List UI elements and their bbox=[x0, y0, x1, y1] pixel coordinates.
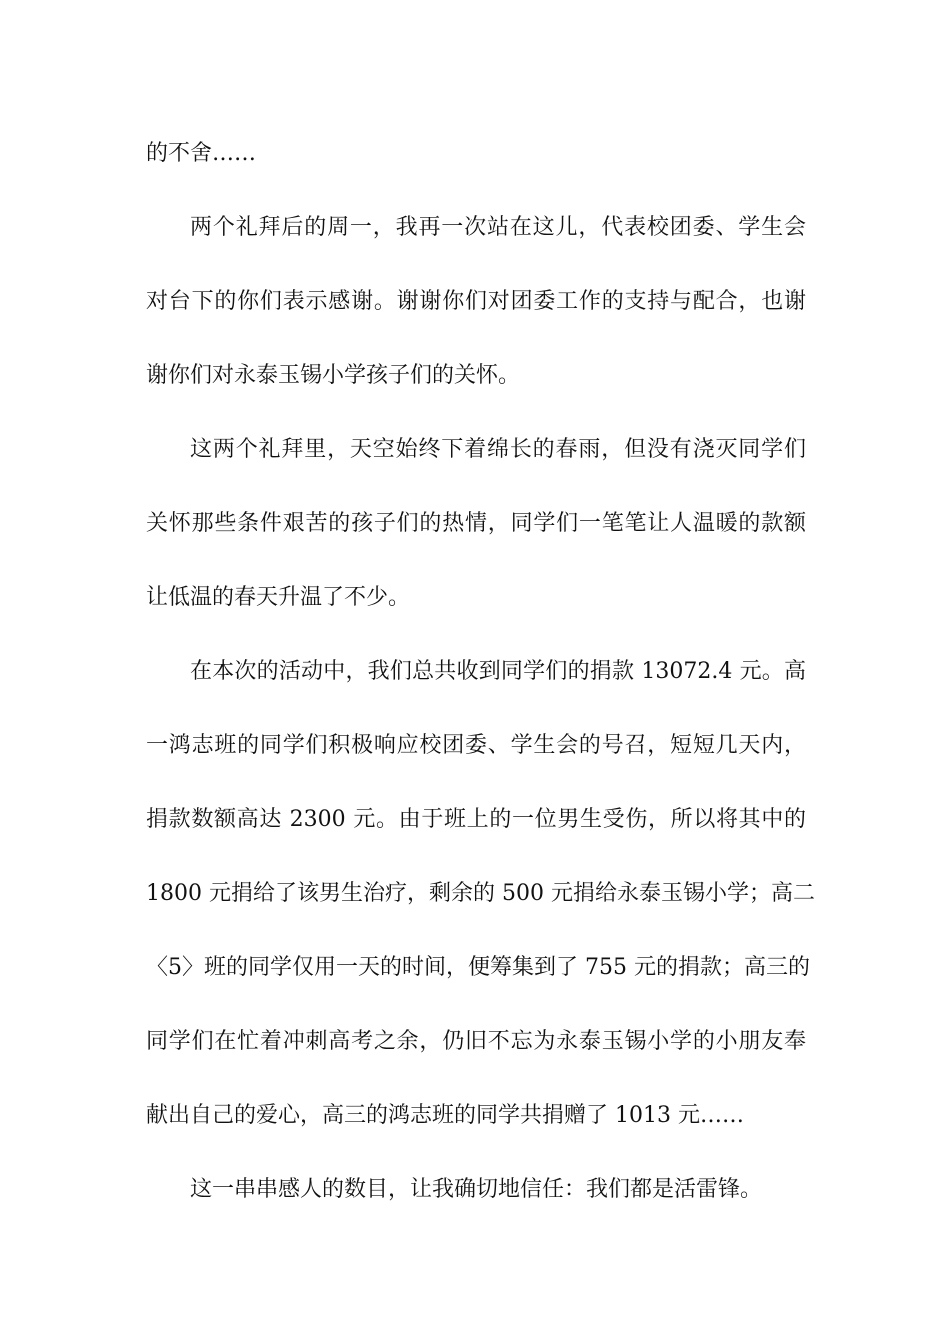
paragraph-conclusion bbox=[146, 1162, 806, 1218]
text-line: 关怀那些条件艰苦的孩子们的热情，同学们一笔笔让人温暖的款额 bbox=[146, 511, 806, 536]
text-line: 一鸿志班的同学们积极响应校团委、学生会的号召，短短几天内， bbox=[146, 733, 806, 758]
paragraph-continuation bbox=[146, 126, 806, 182]
text-line: 的不舍…… bbox=[146, 141, 257, 166]
text-line: 同学们在忙着冲刺高考之余，仍旧不忘为永泰玉锡小学的小朋友奉 bbox=[146, 1029, 806, 1054]
paragraph-thanks bbox=[146, 200, 806, 404]
text-line: 对台下的你们表示感谢。谢谢你们对团委工作的支持与配合，也谢 bbox=[146, 289, 806, 314]
paragraph-spring-rain bbox=[146, 422, 806, 626]
text-line: 谢你们对永泰玉锡小学孩子们的关怀。 bbox=[146, 363, 521, 388]
paragraph-donations bbox=[146, 644, 815, 1144]
text-line: 在本次的活动中，我们总共收到同学们的捐款 13072.4 元。高 bbox=[190, 659, 806, 684]
document-body bbox=[146, 126, 815, 1218]
text-line: 这一串串感人的数目，让我确切地信任：我们都是活雷锋。 bbox=[190, 1177, 763, 1202]
text-line: 〈5〉班的同学仅用一天的时间，便筹集到了 755 元的捐款；高三的 bbox=[146, 955, 810, 980]
text-line: 捐款数额高达 2300 元。由于班上的一位男生受伤，所以将其中的 bbox=[146, 807, 806, 832]
text-line: 让低温的春天升温了不少。 bbox=[146, 585, 411, 610]
text-line: 两个礼拜后的周一，我再一次站在这儿，代表校团委、学生会 bbox=[190, 215, 806, 240]
text-line: 献出自己的爱心，高三的鸿志班的同学共捐赠了 1013 元…… bbox=[146, 1103, 744, 1128]
text-line: 这两个礼拜里，天空始终下着绵长的春雨，但没有浇灭同学们 bbox=[190, 437, 806, 462]
text-line: 1800 元捐给了该男生治疗，剩余的 500 元捐给永泰玉锡小学；高二 bbox=[146, 881, 815, 906]
